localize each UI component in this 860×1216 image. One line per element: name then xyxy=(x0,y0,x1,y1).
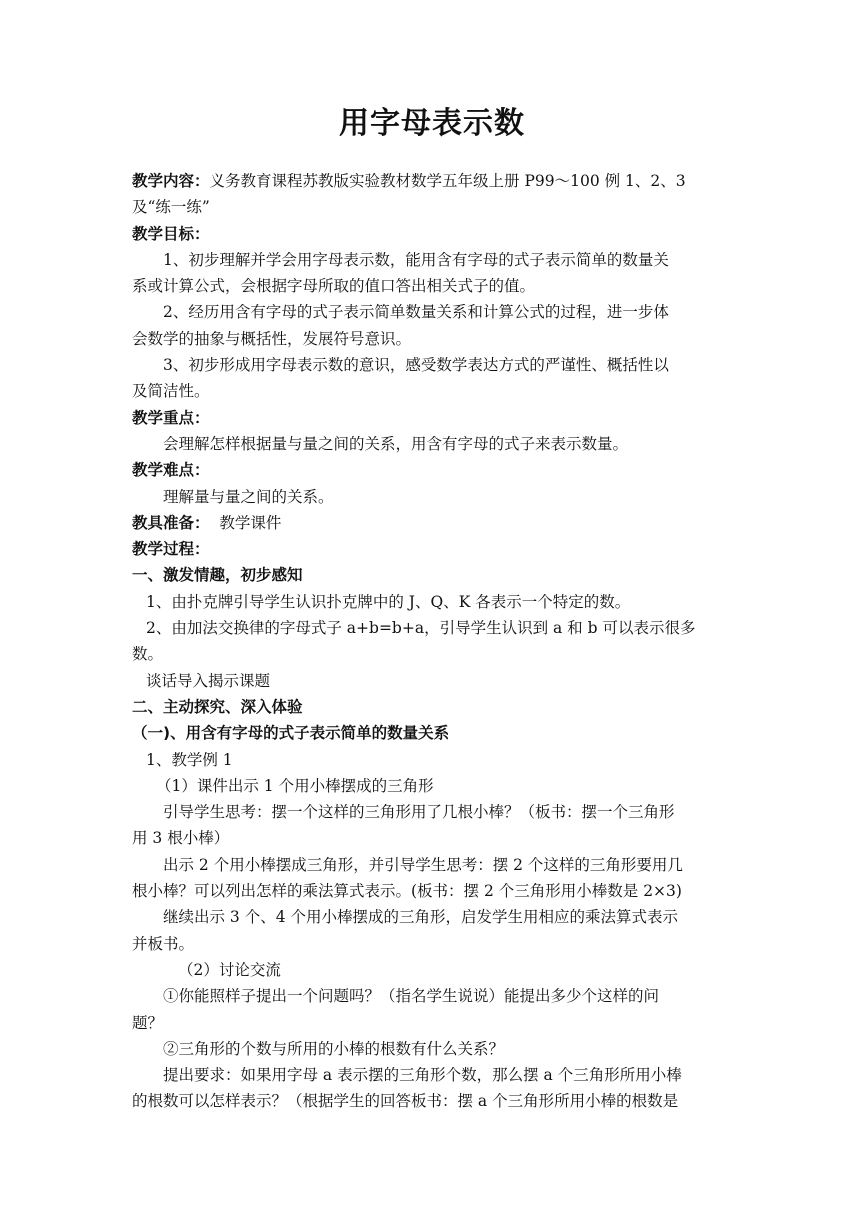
paragraph-line xyxy=(132,326,732,352)
paragraph-line xyxy=(132,510,732,536)
line-text: 义务教育课程苏教版实验教材数学五年级上册 P99～100 例 1、2、3 xyxy=(209,172,686,190)
section-label: 教学过程： xyxy=(132,540,210,559)
paragraph-line xyxy=(132,983,732,1009)
section-label: 二、主动探究、深入体验 xyxy=(132,697,303,716)
line-text: 引导学生思考：摆一个这样的三角形用了几根小棒？（板书：摆一个三角形 xyxy=(163,803,675,822)
line-text: 会数学的抽象与概括性，发展符号意识。 xyxy=(132,329,412,348)
paragraph-line xyxy=(132,957,732,983)
paragraph-line xyxy=(132,484,732,510)
paragraph-line xyxy=(132,589,732,615)
line-text: ②三角形的个数与所用的小棒的根数有什么关系？ xyxy=(163,1039,505,1058)
section-label: 一、激发情趣，初步感知 xyxy=(132,566,303,585)
line-text: 继续出示 3 个、4 个用小棒摆成的三角形，启发学生用相应的乘法算式表示 xyxy=(163,908,679,927)
section-label: （一)、用含有字母的式子表示简单的数量关系 xyxy=(132,724,450,743)
line-text: 并板书。 xyxy=(132,934,195,953)
line-text: 1、初步理解并学会用字母表示数，能用含有字母的式子表示简单的数量关 xyxy=(163,250,669,269)
line-text: 谈话导入揭示课题 xyxy=(146,671,271,690)
document-title: 用字母表示数 xyxy=(339,106,525,141)
line-text: （1）课件出示 1 个用小棒摆成的三角形 xyxy=(156,776,434,795)
line-text: 根小棒？可以列出怎样的乘法算式表示。(板书：摆 2 个三角形用小棒数是 2×3) xyxy=(132,882,682,901)
line-text: 理解量与量之间的关系。 xyxy=(163,487,334,506)
line-text: 数。 xyxy=(132,645,164,664)
document-page xyxy=(132,98,732,1115)
line-text: 及简洁性。 xyxy=(132,382,210,401)
paragraph-line xyxy=(132,194,732,220)
paragraph-line xyxy=(132,1036,732,1062)
line-text: 2、由加法交换律的字母式子 a+b=b+a，引导学生认识到 a 和 b 可以表示很多 xyxy=(146,619,696,638)
paragraph-line xyxy=(132,1088,732,1114)
paragraph-line xyxy=(132,773,732,799)
line-text: 系或计算公式，会根据字母所取的值口答出相关式子的值。 xyxy=(132,277,536,296)
paragraph-line xyxy=(132,273,732,299)
line-text: 及“练一练” xyxy=(132,198,210,217)
paragraph-line xyxy=(132,405,732,431)
line-text: 教学课件 xyxy=(209,513,282,532)
paragraph-line xyxy=(132,431,732,457)
paragraph-line xyxy=(132,668,732,694)
paragraph-line xyxy=(132,536,732,562)
section-label: 教具准备： xyxy=(132,513,210,532)
paragraph-line xyxy=(132,247,732,273)
paragraph-line xyxy=(132,641,732,667)
paragraph-line xyxy=(132,852,732,878)
line-text: 用 3 根小棒） xyxy=(132,829,230,848)
line-text: 1、教学例 1 xyxy=(146,750,233,769)
paragraph-line xyxy=(132,878,732,904)
paragraph-line xyxy=(132,615,732,641)
line-text: 题？ xyxy=(132,1013,164,1032)
paragraph-line xyxy=(132,799,732,825)
section-heading xyxy=(132,562,732,588)
paragraph-line xyxy=(132,221,732,247)
paragraph-line xyxy=(132,168,732,194)
line-text: 的根数可以怎样表示？（根据学生的回答板书：摆 a 个三角形所用小棒的根数是 xyxy=(132,1092,679,1111)
line-text: 2、经历用含有字母的式子表示简单数量关系和计算公式的过程，进一步体 xyxy=(163,303,669,322)
section-label: 教学难点： xyxy=(132,461,210,480)
paragraph-line xyxy=(132,904,732,930)
line-text: 提出要求：如果用字母 a 表示摆的三角形个数，那么摆 a 个三角形所用小棒 xyxy=(163,1066,682,1085)
line-text: （2）讨论交流 xyxy=(178,960,281,979)
section-label: 教学内容： xyxy=(132,172,210,190)
line-text: 会理解怎样根据量与量之间的关系，用含有字母的式子来表示数量。 xyxy=(163,434,629,453)
section-label: 教学目标： xyxy=(132,224,210,243)
paragraph-line xyxy=(132,299,732,325)
paragraph-line xyxy=(132,352,732,378)
paragraph-line xyxy=(132,747,732,773)
line-text: 出示 2 个用小棒摆成三角形，并引导学生思考：摆 2 个这样的三角形要用几 xyxy=(163,855,683,874)
line-text: 1、由扑克牌引导学生认识扑克牌中的 J、Q、K 各表示一个特定的数。 xyxy=(146,592,631,611)
paragraph-line xyxy=(132,931,732,957)
paragraph-line xyxy=(132,457,732,483)
section-heading xyxy=(132,720,732,746)
paragraph-line xyxy=(132,1062,732,1088)
paragraph-line xyxy=(132,825,732,851)
paragraph-line xyxy=(132,378,732,404)
line-text: 3、初步形成用字母表示数的意识，感受数学表达方式的严谨性、概括性以 xyxy=(163,356,669,375)
section-heading xyxy=(132,694,732,720)
section-label: 教学重点： xyxy=(132,408,210,427)
paragraph-line xyxy=(132,1010,732,1036)
line-text: ①你能照样子提出一个问题吗？（指名学生说说）能提出多少个这样的问 xyxy=(163,987,660,1006)
